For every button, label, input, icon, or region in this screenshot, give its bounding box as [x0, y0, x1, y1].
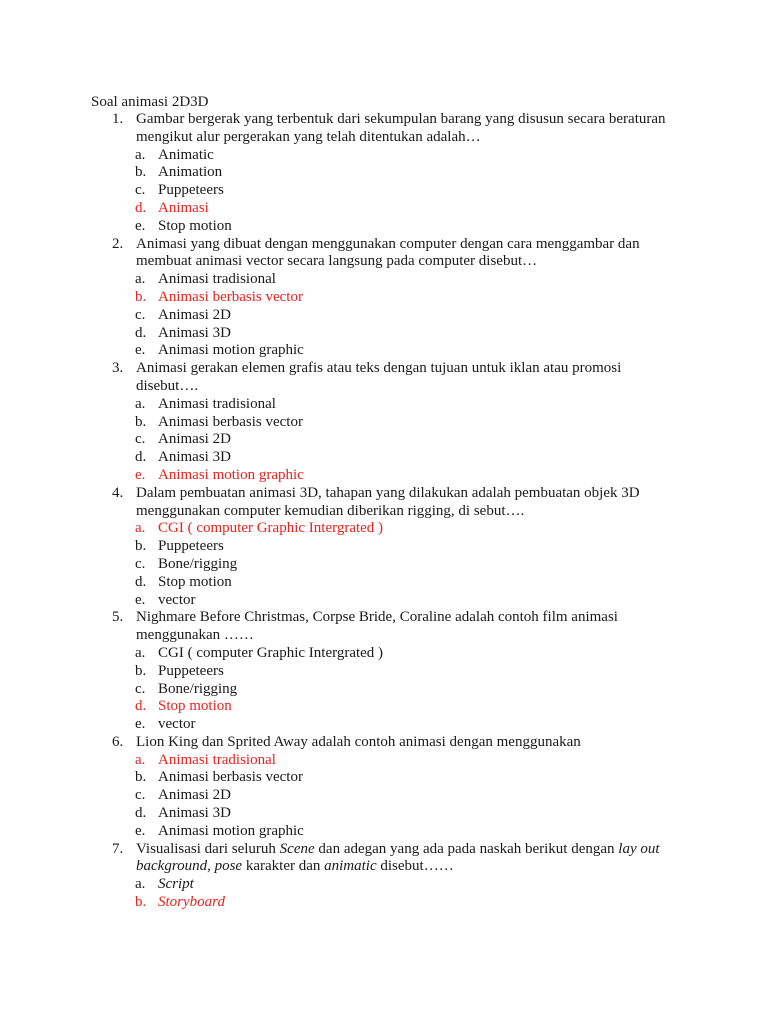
option-letter: c. [135, 182, 146, 199]
answer-option [0, 645, 768, 663]
option-text: Animasi berbasis vector [158, 769, 303, 786]
question-text-segment: Animasi yang dibuat dengan menggunakan computer dengan cara menggambar dan membuat animasi vector secara langsung pada computer disebut… [136, 235, 640, 270]
option-text: Bone/rigging [158, 680, 238, 697]
option-text: Animasi motion graphic [158, 342, 304, 359]
option-text: Puppeteers [158, 182, 224, 199]
answer-option [0, 681, 768, 699]
question-4 [0, 485, 768, 610]
answer-option [0, 805, 768, 823]
answer-option-correct [0, 289, 768, 307]
option-text: Animation [158, 164, 223, 181]
question-text-segment: karakter dan [242, 858, 325, 875]
option-text: Animasi tradisional [158, 271, 276, 288]
option-letter: a. [135, 751, 146, 768]
option-letter: d. [135, 698, 147, 715]
option-letter: d. [135, 573, 147, 590]
question-6 [0, 734, 768, 841]
answer-option [0, 271, 768, 289]
question-number: 3. [112, 360, 124, 377]
question-text [136, 111, 676, 147]
option-text: Animasi berbasis vector [158, 413, 303, 430]
answer-option [0, 431, 768, 449]
question-number: 5. [112, 609, 124, 626]
question-number: 1. [112, 111, 124, 127]
option-letter: a. [135, 520, 146, 537]
answer-option [0, 342, 768, 360]
option-text: Animasi 3D [158, 805, 231, 822]
option-letter: e. [135, 591, 146, 608]
question-text-segment: Gambar bergerak yang terbentuk dari sekumpulan barang yang disusun secara beraturan mengikut alur pergerakan yang telah ditentukan adalah… [136, 111, 666, 145]
option-letter: c. [135, 680, 146, 697]
option-letter: b. [135, 538, 147, 555]
option-letter: e. [135, 716, 146, 733]
option-text: CGI ( computer Graphic Intergrated ) [158, 520, 384, 537]
option-text: Stop motion [158, 573, 232, 590]
option-text: Animasi motion graphic [158, 466, 304, 483]
option-text: CGI ( computer Graphic Intergrated ) [158, 644, 384, 661]
document-title: Soal animasi 2D3D [91, 94, 209, 110]
option-letter: d. [135, 199, 147, 216]
question-5 [0, 609, 768, 734]
option-text: Animasi tradisional [158, 751, 276, 768]
option-letter: a. [135, 876, 146, 893]
option-text: Bone/rigging [158, 555, 238, 572]
option-letter: a. [135, 271, 146, 288]
answer-option [0, 787, 768, 805]
option-letter: b. [135, 662, 147, 679]
answer-option [0, 876, 768, 894]
option-letter: b. [135, 769, 147, 786]
question-7 [0, 841, 768, 912]
option-text: Animasi 2D [158, 431, 231, 448]
option-text: Animasi 2D [158, 787, 231, 804]
answer-option [0, 574, 768, 592]
option-letter: e. [135, 342, 146, 359]
question-number: 2. [112, 235, 124, 252]
question-text-segment: Dalam pembuatan animasi 3D, tahapan yang dilakukan adalah pembuatan objek 3D menggunakan computer kemudian diberikan rigging, di sebut…. [136, 484, 640, 519]
question-text [136, 236, 676, 272]
answer-option [0, 147, 768, 165]
option-letter: a. [135, 395, 146, 412]
question-text-segment: Animasi gerakan elemen grafis atau teks dengan tujuan untuk iklan atau promosi disebut…. [136, 360, 622, 394]
answer-option [0, 218, 768, 236]
answer-option [0, 592, 768, 610]
answer-option-correct [0, 752, 768, 770]
option-letter: b. [135, 894, 147, 911]
answer-option [0, 396, 768, 414]
option-text: vector [158, 591, 196, 608]
option-letter: a. [135, 146, 146, 163]
question-list [0, 111, 768, 912]
answer-option-correct [0, 200, 768, 218]
option-text: Animasi 3D [158, 324, 231, 341]
question-text [136, 734, 676, 752]
question-3 [0, 360, 768, 485]
question-1 [0, 111, 768, 236]
question-text-segment: Nighmare Before Christmas, Corpse Bride, Coraline adalah contoh film animasi menggunakan …… [136, 609, 618, 644]
question-text [136, 609, 676, 645]
question-number: 7. [112, 840, 124, 857]
option-letter: d. [135, 805, 147, 822]
option-text: vector [158, 716, 196, 733]
answer-option [0, 823, 768, 841]
option-letter: a. [135, 644, 146, 661]
option-text: Animasi 3D [158, 449, 231, 466]
answer-option [0, 538, 768, 556]
option-text: Animasi [158, 199, 209, 216]
answer-option-correct [0, 894, 768, 912]
option-text: Script [158, 876, 194, 893]
option-letter: b. [135, 413, 147, 430]
answer-option [0, 769, 768, 787]
question-text-segment: disebut…… [376, 858, 454, 875]
option-text: Animasi 2D [158, 306, 231, 323]
question-text [136, 360, 676, 396]
answer-option [0, 164, 768, 182]
question-text-italic: Scene [279, 840, 315, 857]
question-2 [0, 236, 768, 361]
question-text [136, 485, 676, 521]
option-letter: b. [135, 288, 147, 305]
question-number: 6. [112, 733, 124, 750]
option-text: Stop motion [158, 217, 232, 234]
option-text: Animatic [158, 146, 214, 163]
question-text-segment: dan adegan yang ada pada naskah berikut dengan [314, 840, 619, 857]
option-letter: c. [135, 431, 146, 448]
option-letter: b. [135, 164, 147, 181]
question-number: 4. [112, 484, 124, 501]
answer-option [0, 449, 768, 467]
question-text-segment: Visualisasi dari seluruh [136, 840, 280, 857]
option-letter: e. [135, 217, 146, 234]
option-letter: d. [135, 324, 147, 341]
option-letter: d. [135, 449, 147, 466]
option-letter: e. [135, 466, 146, 483]
question-text-segment: Lion King dan Sprited Away adalah contoh animasi dengan menggunakan [136, 733, 581, 750]
answer-option [0, 716, 768, 734]
option-text: Storyboard [158, 894, 225, 911]
question-text-italic: animatic [324, 858, 377, 875]
option-text: Animasi tradisional [158, 395, 276, 412]
option-letter: c. [135, 787, 146, 804]
option-letter: c. [135, 306, 146, 323]
answer-option [0, 663, 768, 681]
option-letter: c. [135, 555, 146, 572]
option-text: Stop motion [158, 698, 232, 715]
answer-option-correct [0, 520, 768, 538]
answer-option-correct [0, 467, 768, 485]
question-text-italic: lay out background, pose [136, 840, 660, 875]
answer-option [0, 307, 768, 325]
option-text: Animasi berbasis vector [158, 288, 303, 305]
option-text: Puppeteers [158, 662, 224, 679]
question-text [136, 841, 676, 877]
answer-option [0, 182, 768, 200]
answer-option-correct [0, 698, 768, 716]
option-text: Puppeteers [158, 538, 224, 555]
answer-option [0, 325, 768, 343]
option-letter: e. [135, 822, 146, 839]
answer-option [0, 556, 768, 574]
answer-option [0, 414, 768, 432]
option-text: Animasi motion graphic [158, 822, 304, 839]
